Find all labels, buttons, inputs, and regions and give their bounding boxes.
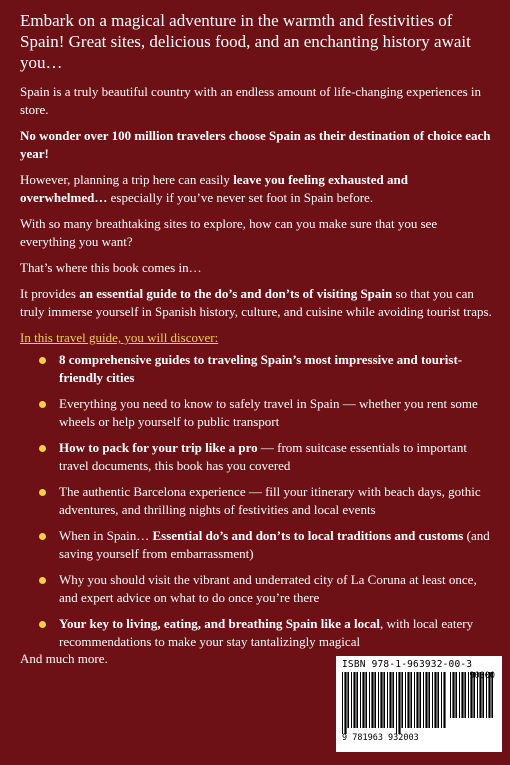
provides-after: so that you can truly immerse yourself in Spanish history, culture, and cuisine while avoiding tourist traps. <box>20 286 492 319</box>
list-item <box>20 351 496 387</box>
list-item-text: Why you should visit the vibrant and underrated city of La Coruna at least once, and expert advice on what to do once you’re there <box>59 572 477 605</box>
provides-bold: an essential guide to the do’s and don’ts of visiting Spain <box>79 286 393 301</box>
list-item-bold: Essential do’s and don’ts to local traditions and customs <box>152 528 464 543</box>
isbn-barcode <box>336 656 502 752</box>
planning-after: especially if you’ve never set foot in Spain before. <box>107 190 374 205</box>
bullet-dot-icon <box>39 489 46 496</box>
list-item <box>20 615 496 651</box>
addon-digits: 90000 <box>469 671 495 681</box>
list-item <box>20 527 496 563</box>
intro-paragraph: Spain is a truly beautiful country with an endless amount of life-changing experiences in store. <box>20 84 482 117</box>
bullet-dot-icon <box>39 577 46 584</box>
book-paragraph: That’s where this book comes in… <box>20 260 202 275</box>
provides-before: It provides <box>20 286 80 301</box>
list-item-lead: When in Spain… <box>59 528 153 543</box>
feature-list <box>20 351 496 651</box>
planning-paragraph <box>20 171 496 207</box>
isbn-text: ISBN 978-1-963932-00-3 <box>342 659 473 670</box>
discover-heading: In this travel guide, you will discover: <box>20 330 219 345</box>
stat-paragraph <box>20 127 496 163</box>
bullet-dot-icon <box>39 401 46 408</box>
bullet-dot-icon <box>39 533 46 540</box>
barcode-bars <box>342 672 498 734</box>
list-item <box>20 483 496 519</box>
headline: Embark on a magical adventure in the warmth and festivities of Spain! Great sites, delicious food, and an enchanting history await you… <box>20 11 471 72</box>
ean-barcode-icon <box>342 672 446 734</box>
list-item-text: Everything you need to know to safely travel in Spain — whether you rent some wheels or help yourself to public transport <box>59 396 478 429</box>
bullet-dot-icon <box>39 621 46 628</box>
list-item-bold: How to pack for your trip like a pro <box>59 440 258 455</box>
list-item-text: — from suitcase essentials to important travel documents, this book has you covered <box>59 440 468 473</box>
planning-before: However, planning a trip here can easily <box>20 172 234 187</box>
and-more-text: And much more. <box>20 651 108 666</box>
bullet-dot-icon <box>39 445 46 452</box>
bullet-dot-icon <box>39 357 46 364</box>
list-item-text: , with local eatery recommendations to make your stay tantalizingly magical <box>59 616 474 649</box>
list-item-text: (and saving yourself from embarrassment) <box>59 528 490 561</box>
list-item <box>20 395 496 431</box>
provides-paragraph <box>20 285 496 321</box>
question-paragraph: With so many breathtaking sites to explore, how can you make sure that you see everything you want? <box>20 216 438 249</box>
list-item <box>20 439 496 475</box>
ean-digits: 9 781963 932003 <box>342 733 419 743</box>
planning-bold: leave you feeling exhausted and overwhelmed… <box>20 172 408 205</box>
list-item <box>20 571 496 607</box>
list-item-bold: 8 comprehensive guides to traveling Spain’s most impressive and tourist-friendly cities <box>59 352 463 385</box>
list-item-bold: Your key to living, eating, and breathing Spain like a local <box>59 616 380 631</box>
list-item-text: The authentic Barcelona experience — fill your itinerary with beach days, gothic adventures, and thrilling nights of festivities and local events <box>59 484 481 517</box>
stat-text: No wonder over 100 million travelers choose Spain as their destination of choice each year! <box>20 128 491 161</box>
